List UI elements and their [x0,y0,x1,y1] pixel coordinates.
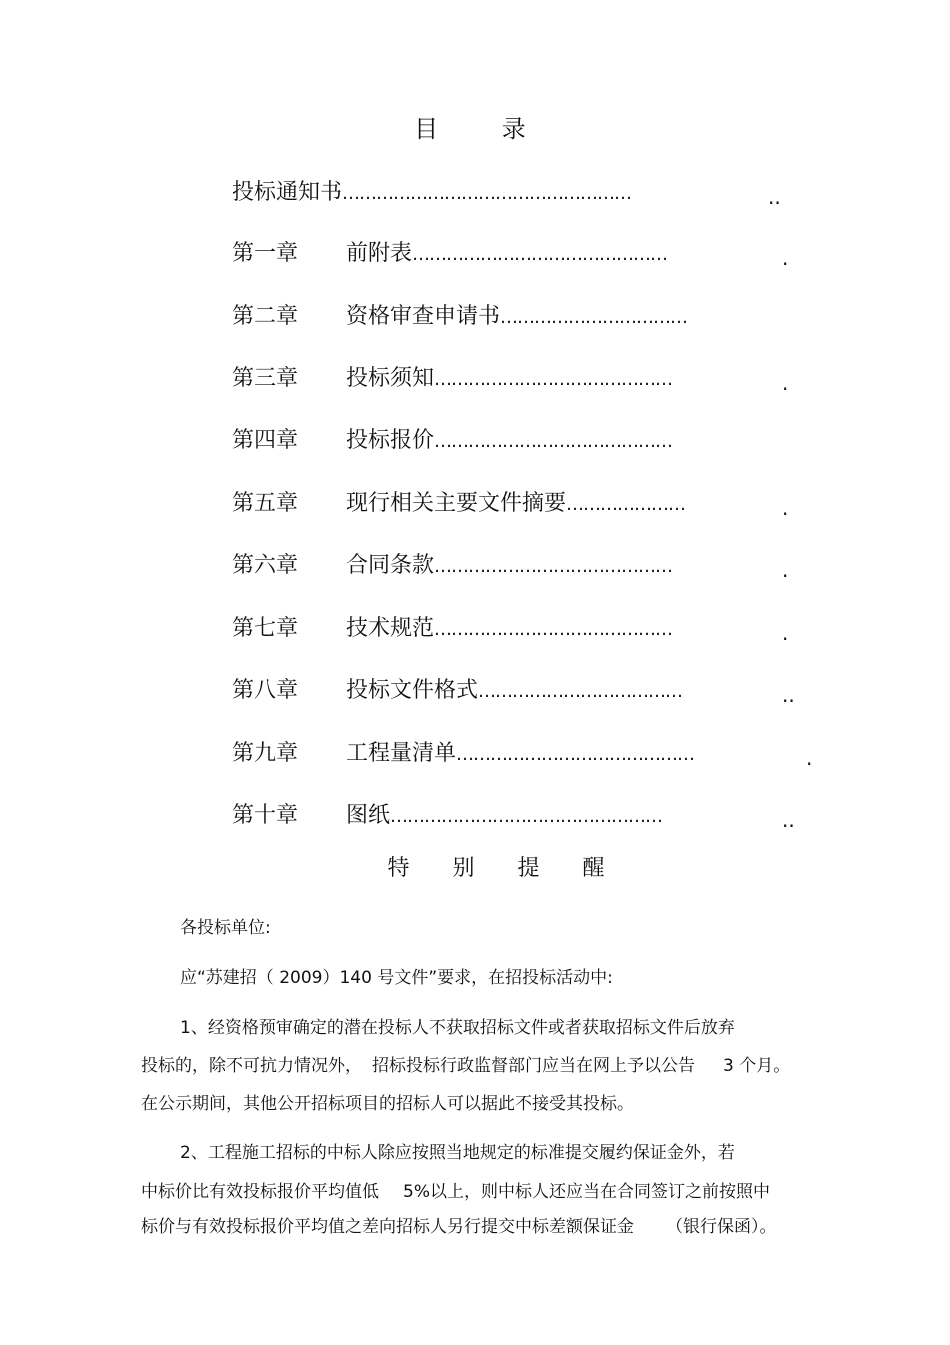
toc-entry-name: 合同条款 [346,553,435,578]
reminder-item1-line1: 1、经资格预审确定的潜在投标人不获取招标文件或者获取招标文件后放弃 [180,1018,735,1038]
toc-leader-dots: ………………………………………… [390,806,663,827]
toc-chapter-label: 第六章 [232,553,299,578]
toc-chapter-label: 第八章 [232,678,299,703]
toc-chapter-label: 第三章 [232,366,299,391]
text-segment: （银行保函）。 [666,1217,777,1237]
toc-entry-name: 技术规范 [346,616,435,641]
toc-entry-name: 投标通知书 [232,180,343,205]
toc-entry-name: 工程量清单 [346,741,457,766]
toc-leader-dots: …………………………………… [434,619,673,640]
toc-entry-name: 现行相关主要文件摘要 [346,491,567,516]
reminder-intro: 应“苏建招（ 2009）140 号文件”要求，在招投标活动中: [180,968,613,988]
toc-page-number: . [782,558,789,582]
toc-chapter-label: 第十章 [232,803,299,828]
toc-page-number: .. [768,185,781,209]
text-segment: 投标的，除不可抗力情况外， [141,1056,362,1076]
reminder-item2-line3 [141,1215,777,1239]
toc-leader-dots: …………………………………… [434,556,673,577]
toc-chapter-label: 第二章 [232,304,299,329]
toc-leader-dots: …………………………………… [456,744,695,765]
toc-leader-dots: …………………………………… [434,431,673,452]
toc-page-number: .. [782,683,795,707]
text-segment: 5%以上，则中标人还应当在合同签订之前按照中 [403,1182,770,1202]
reminder-item1-line3: 在公示期间，其他公开招标项目的招标人可以据此不接受其投标。 [141,1094,634,1114]
toc-page-number: . [782,371,789,395]
toc-page-number: . [806,746,813,770]
toc-leader-dots: ……………………………………… [412,244,668,265]
reminder-item2-line2 [141,1180,770,1204]
toc-chapter-label: 第五章 [232,491,299,516]
toc-entry-name: 投标文件格式 [346,678,479,703]
reminder-item1-line2 [141,1054,790,1078]
text-segment: 标价与有效投标报价平均值之差向招标人另行提交中标差额保证金 [141,1217,634,1237]
toc-entry-name: 投标须知 [346,366,435,391]
toc-chapter-label: 第四章 [232,428,299,453]
toc-leader-dots: ………………… [566,494,686,515]
toc-chapter-label: 第七章 [232,616,299,641]
reminder-title: 特 别 提 醒 [387,856,623,881]
text-segment: 中标价比有效投标报价平均值低 [141,1182,379,1202]
toc-leader-dots: …………………………………………… [342,183,632,204]
toc-title: 目 录 [414,115,554,143]
toc-leader-dots: ……………………………… [478,681,683,702]
reminder-item2-line1: 2、工程施工招标的中标人除应按照当地规定的标准提交履约保证金外，若 [180,1143,735,1163]
toc-page-number: .. [782,808,795,832]
toc-chapter-label: 第九章 [232,741,299,766]
toc-chapter-label: 第一章 [232,241,299,266]
toc-leader-dots: …………………………………… [434,369,673,390]
toc-page-number: . [782,621,789,645]
toc-leader-dots: …………………………… [500,307,688,328]
toc-entry-name: 图纸 [346,803,391,828]
text-segment: 招标投标行政监督部门应当在网上予以公告 [372,1056,695,1076]
toc-entry-name: 前附表 [346,241,413,266]
toc-entry-name: 投标报价 [346,428,435,453]
toc-page-number: . [782,496,789,520]
toc-page-number: . [782,246,789,270]
toc-entry-name: 资格审查申请书 [346,304,501,329]
reminder-salutation: 各投标单位: [180,918,271,938]
text-segment: 3 个月。 [723,1056,791,1076]
